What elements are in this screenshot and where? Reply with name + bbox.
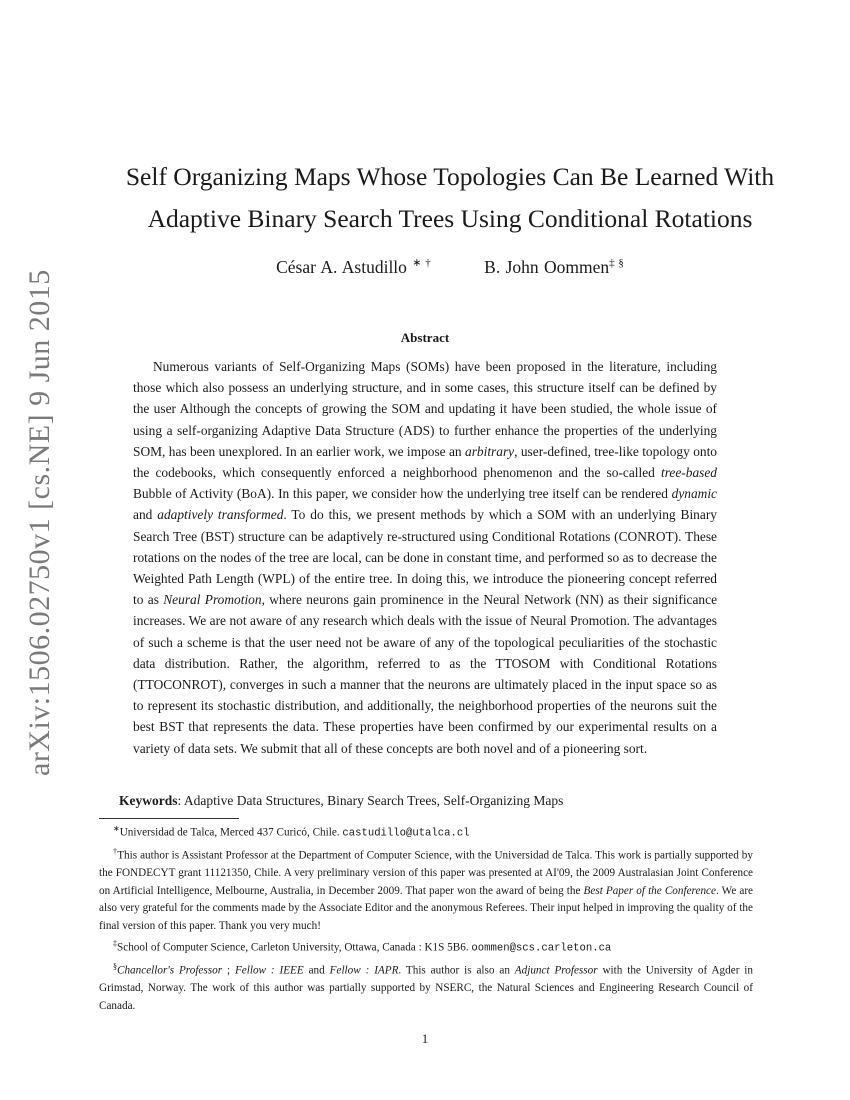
keywords-line [119,793,759,809]
footnote-4-emphasis-1: Chancellor's Professor [117,964,223,977]
footnote-4-emphasis-3: Fellow : IAPR [329,964,399,977]
arxiv-identifier: arXiv:1506.02750v1 [cs.NE] 9 Jun 2015 [23,269,56,776]
author-list [100,256,800,278]
abstract-emphasis-3: dynamic [671,486,717,502]
author-1-marks: ∗ † [412,257,431,269]
abstract-text-1: Numerous variants of Self-Organizing Maps (SOMs) have been proposed in the literature, including those which also possess an underlying structure, and in some cases, this structure itself can be defined by the user Although the concepts of growing the SOM and updating it have been studied, the whole issue of using a self-organizing Adaptive Data Structure (ADS) to further enhance the properties of the underlying SOM, has been unexplored. In an earlier work, we impose an [133,359,717,459]
footnote-4-mark: § [113,962,117,972]
keywords-text: : Adaptive Data Structures, Binary Search Trees, Self-Organizing Maps [177,793,564,808]
abstract-emphasis-1: arbitrary [465,443,515,459]
footnote-4-text-1: ; [222,964,235,977]
abstract-emphasis-2: tree-based [660,465,717,481]
author-1 [276,256,431,278]
author-1-name: César A. Astudillo [276,256,407,277]
abstract-text-4: and [133,507,158,523]
footnote-3-mark: ‡ [113,938,117,948]
paper-title [100,156,800,240]
footnote-1-email: castudillo@utalca.cl [342,827,470,840]
footnote-3 [99,935,753,958]
abstract-text-5: . To do this, we present methods by which a SOM with an underlying Binary Search Tree (BST) structure can be adaptively re-structured using Conditional Rotations (CONROT). These rotations on the nodes of the tree are local, can be done in constant time, and performed so as to decrease the Weighted Path Length (WPL) of the entire tree. In doing this, we introduce the pioneering concept referred to as [133,507,717,608]
footnote-2 [99,843,753,935]
abstract-emphasis-4: adaptively transformed [157,507,284,523]
footnote-2-mark: † [113,847,118,857]
footnote-4-text-2: and [303,964,330,977]
abstract-body [133,356,717,759]
footnote-4-emphasis-2: Fellow : IEEE [234,964,304,977]
footnote-4-text-4: with the University of Agder in Grimstad, Norway. The work of this author was partially supported by NSERC, the Natural Sciences and Engineering Research Council of Canada. [99,964,753,1012]
abstract-text-3: Bubble of Activity (BoA). In this paper, we consider how the underlying tree itself can be rendered [133,486,672,502]
footnote-3-email: oommen@scs.carleton.ca [471,942,612,955]
author-2 [484,257,624,278]
title-line-2: Adaptive Binary Search Trees Using Conditional Rotations [147,204,753,233]
footnote-4-emphasis-4: Adjunct Professor [514,964,598,977]
title-line-1: Self Organizing Maps Whose Topologies Can Be Learned With [125,162,775,191]
abstract-paragraph [133,356,717,759]
footnote-3-text: School of Computer Science, Carleton University, Ottawa, Canada : K1S 5B6. [117,941,472,954]
footnote-2-text-b: . We are also very grateful for the comments made by the Associate Editor and the anonymous Referees. Their input helped in improving the quality of the final version of this paper. Thank you very much! [99,884,754,932]
abstract-emphasis-5: Neural Promotion [163,592,262,608]
page-number: 1 [421,1031,429,1046]
footnote-2-emphasis: Best Paper of the Conference [583,884,716,897]
footnote-1-mark: ∗ [113,824,120,833]
author-2-name: B. John Oommen [484,256,610,277]
footnote-1 [99,820,753,843]
abstract-text-6: , where neurons gain prominence in the Neural Network (NN) as their significance increases. We are not aware of any research which deals with the issue of Neural Promotion. The advantages of such a scheme is that the user need not be aware of any of the topological peculiarities of the stochastic data distribution. Rather, the algorithm, referred to as the TTOSOM with Conditional Rotations (TTOCONROT), converges in such a manner that the neurons are ultimately placed in the input space so as to represent its stochastic distribution, and additionally, the neighborhood properties of the neurons suit the best BST that represents the data. These properties have been confirmed by our experimental results on a variety of data sets. We submit that all of these concepts are both novel and of a pioneering sort. [133,592,718,756]
footnote-4-text-3: . This author is also an [398,964,515,977]
footnotes [99,820,753,1015]
footnote-1-text: Universidad de Talca, Merced 437 Curicó, Chile. [119,826,343,839]
footnote-rule [99,818,239,819]
footnote-4 [99,958,753,1015]
author-2-marks: ‡ § [609,257,624,269]
keywords-label: Keywords [119,793,178,808]
footnote-2-text-a: This author is Assistant Professor at the Department of Computer Science, with the Universidad de Talca. This work is partially supported by the FONDECYT grant 11121350, Chile. A very preliminary version of this paper was presented at AI'09, the 2009 Australasian Joint Conference on Artificial Intelligence, Melbourne, Australia, in December 2009. That paper won the award of being the [99,849,753,897]
abstract-text-2: , user-defined, tree-like topology onto the codebooks, which consequently enforced a neighborhood phenomenon and the so-called [133,443,717,481]
abstract-heading: Abstract [400,330,450,345]
